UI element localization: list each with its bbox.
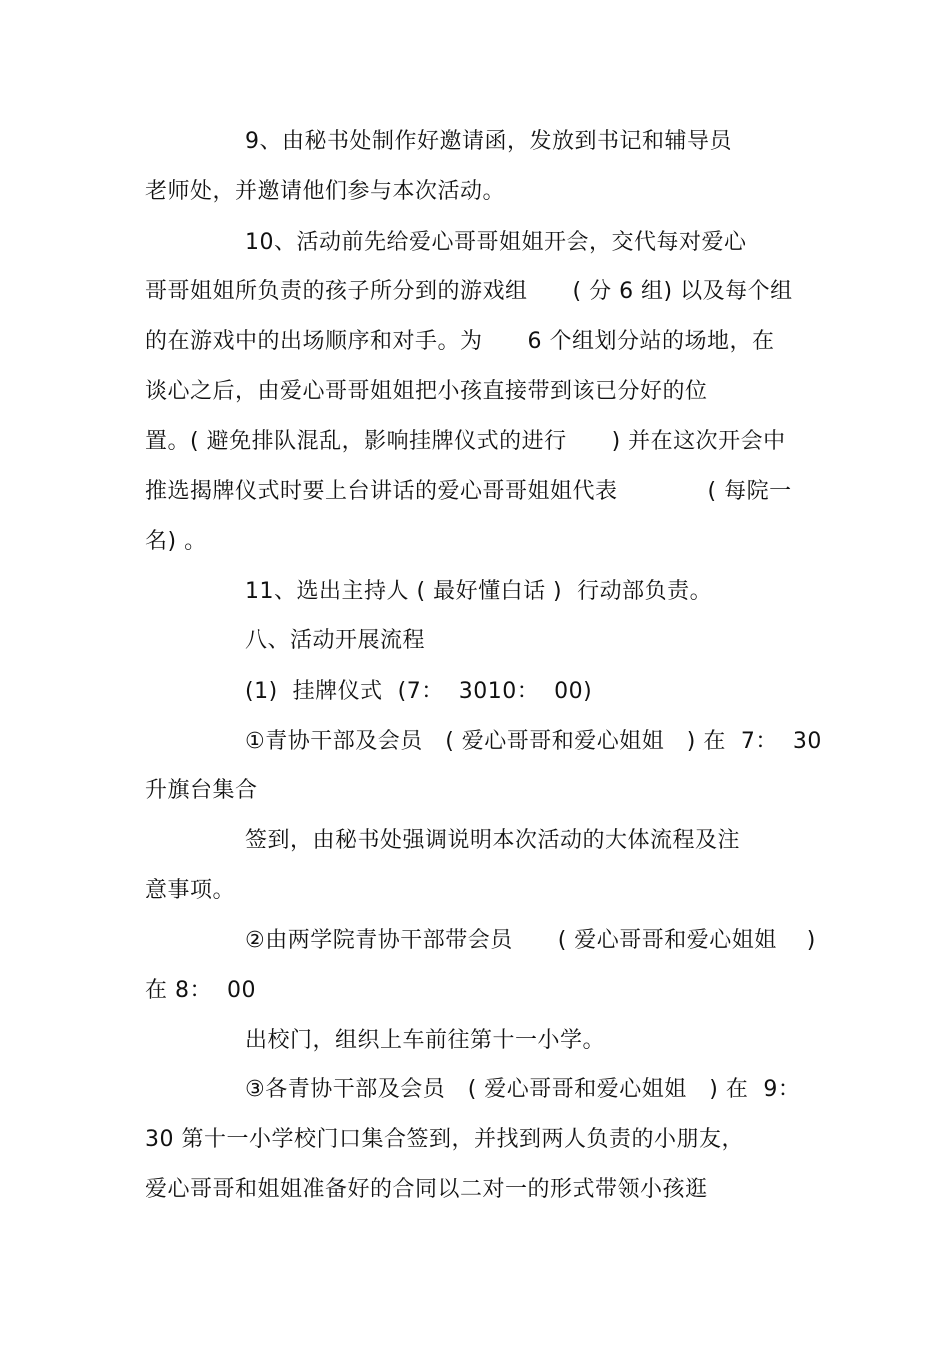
text-line: 的在游戏中的出场顺序和对手。为 6 个组划分站的场地，在 bbox=[145, 329, 775, 354]
text-line: 9、由秘书处制作好邀请函，发放到书记和辅导员 bbox=[245, 129, 732, 154]
text-line: ③各青协干部及会员 ( 爱心哥哥和爱心姐姐 ) 在 9： bbox=[245, 1077, 801, 1102]
text-line: (1) 挂牌仪式 (7： 3010： 00) bbox=[245, 679, 593, 704]
section-heading: 八、活动开展流程 bbox=[245, 628, 426, 653]
text-line: 哥哥姐姐所负责的孩子所分到的游戏组 ( 分 6 组) 以及每个组 bbox=[145, 279, 793, 304]
text-line: 升旗台集合 bbox=[145, 778, 258, 803]
text-line: 在 8： 00 bbox=[145, 978, 256, 1003]
text-line: 爱心哥哥和姐姐准备好的合同以二对一的形式带领小孩逛 bbox=[145, 1177, 708, 1202]
text-line: 签到，由秘书处强调说明本次活动的大体流程及注 bbox=[245, 828, 741, 853]
text-line: 谈心之后，由爱心哥哥姐姐把小孩直接带到该已分好的位 bbox=[145, 379, 708, 404]
text-line: 10、活动前先给爱心哥哥姐姐开会，交代每对爱心 bbox=[245, 230, 747, 255]
text-line: 11、选出主持人 ( 最好懂白话 ) 行动部负责。 bbox=[245, 579, 713, 604]
text-line: 推选揭牌仪式时要上台讲话的爱心哥哥姐姐代表 ( 每院一 bbox=[145, 479, 792, 504]
text-line: 意事项。 bbox=[145, 878, 236, 903]
text-line: 老师处，并邀请他们参与本次活动。 bbox=[145, 179, 506, 204]
text-line: 置。( 避免排队混乱，影响挂牌仪式的进行 ) 并在这次开会中 bbox=[145, 429, 786, 454]
text-line: 名) 。 bbox=[145, 529, 207, 554]
text-line: ①青协干部及会员 ( 爱心哥哥和爱心姐姐 ) 在 7： 30 bbox=[245, 729, 822, 754]
text-line: 出校门，组织上车前往第十一小学。 bbox=[245, 1028, 606, 1053]
text-line: 30 第十一小学校门口集合签到，并找到两人负责的小朋友， bbox=[145, 1127, 744, 1152]
text-line: ②由两学院青协干部带会员 ( 爱心哥哥和爱心姐姐 ) bbox=[245, 928, 816, 953]
